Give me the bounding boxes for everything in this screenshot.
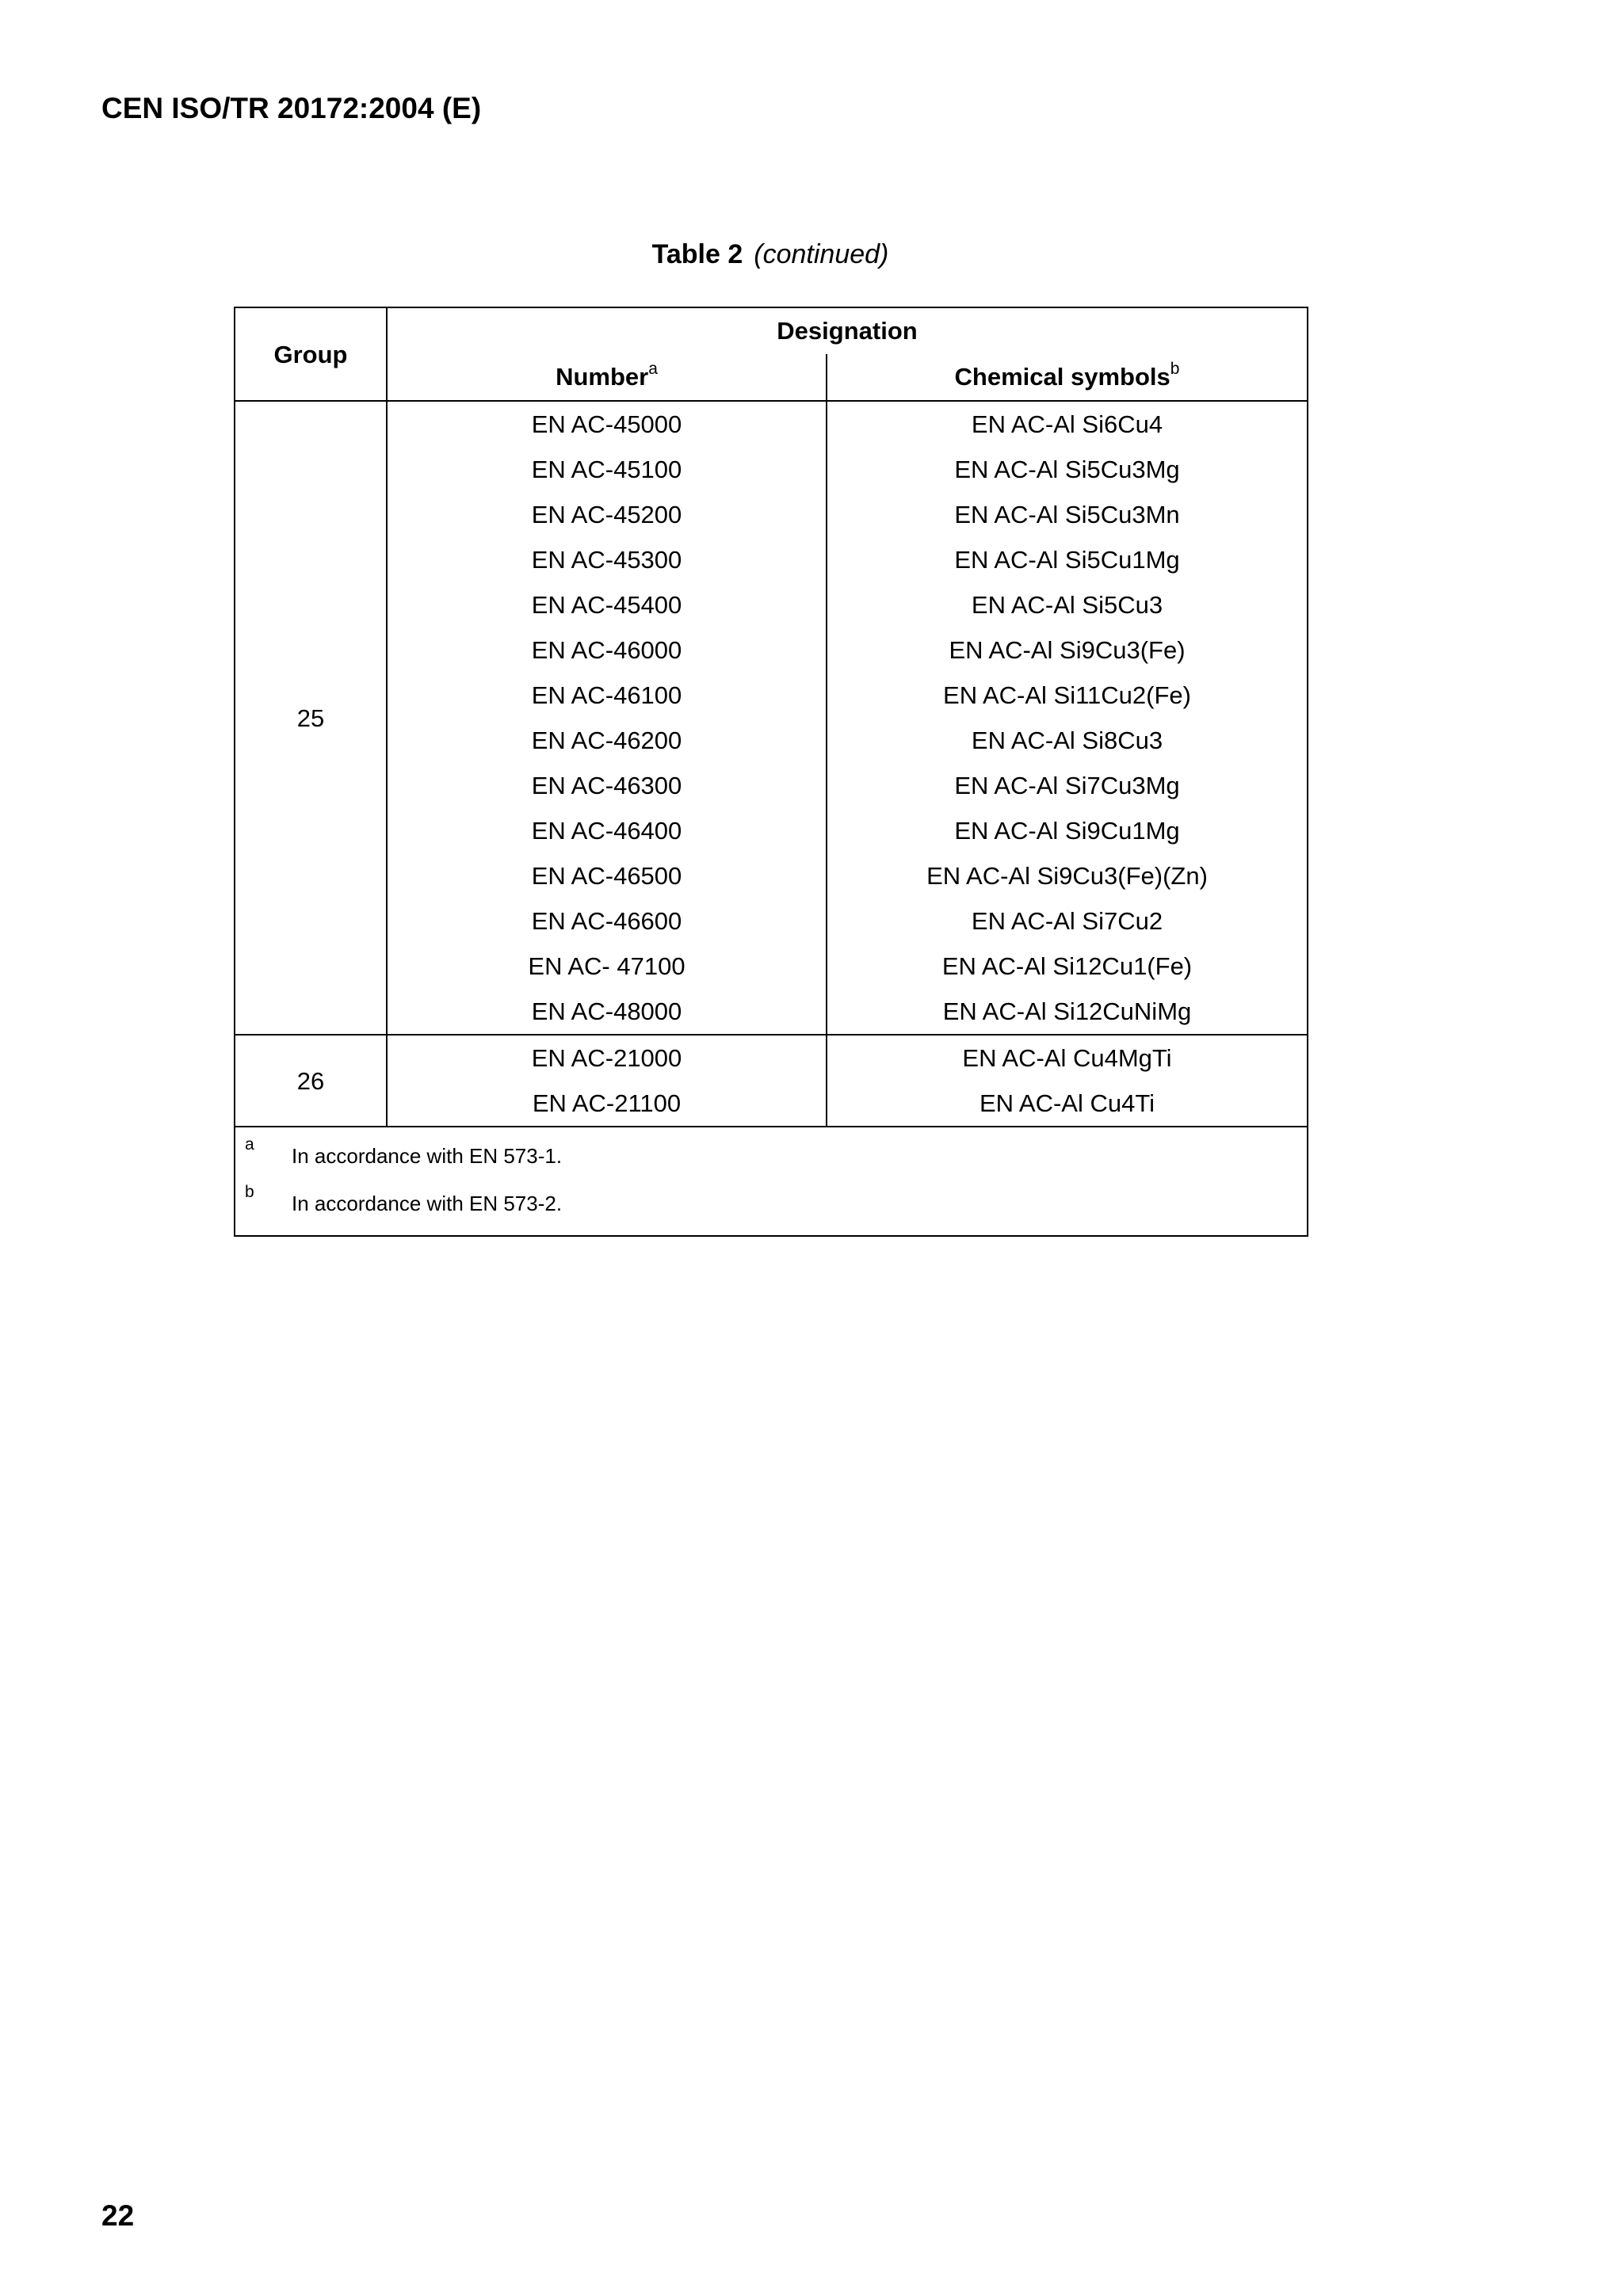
chemical-footnote-mark: b: [1170, 359, 1180, 378]
chemical-symbol-cell: EN AC-Al Si9Cu3(Fe)(Zn): [827, 853, 1308, 898]
chemical-symbol-cell: EN AC-Al Cu4Ti: [827, 1081, 1308, 1127]
designation-header: Designation: [387, 307, 1308, 354]
table-row: [235, 898, 1308, 944]
number-header-label: Number: [556, 363, 649, 391]
table-continued-label: (continued): [754, 239, 889, 269]
table-row: [235, 627, 1308, 673]
number-cell: EN AC-46100: [387, 673, 827, 718]
table-row: [235, 944, 1308, 989]
chemical-symbol-cell: EN AC-Al Si7Cu3Mg: [827, 763, 1308, 808]
number-cell: EN AC-45300: [387, 537, 827, 582]
chemical-symbol-cell: EN AC-Al Si8Cu3: [827, 718, 1308, 763]
number-cell: EN AC- 47100: [387, 944, 827, 989]
number-cell: EN AC-48000: [387, 989, 827, 1035]
number-cell: EN AC-21000: [387, 1035, 827, 1081]
footnote-a: [235, 1132, 1307, 1180]
footnote-b: [235, 1180, 1307, 1227]
table-row: [235, 1081, 1308, 1127]
chemical-symbols-header: [827, 354, 1308, 401]
alloy-designation-table: [234, 307, 1308, 1237]
number-cell: EN AC-46600: [387, 898, 827, 944]
group-header: Group: [235, 307, 387, 401]
chemical-symbol-cell: EN AC-Al Si11Cu2(Fe): [827, 673, 1308, 718]
number-cell: EN AC-46300: [387, 763, 827, 808]
table-row: [235, 763, 1308, 808]
table-row: [235, 989, 1308, 1035]
chemical-symbol-cell: EN AC-Al Si5Cu3: [827, 582, 1308, 627]
footnote-text: In accordance with EN 573-2.: [292, 1192, 563, 1215]
table-row: [235, 582, 1308, 627]
footnote-mark: b: [245, 1183, 254, 1201]
number-cell: EN AC-45000: [387, 401, 827, 447]
chemical-symbol-cell: EN AC-Al Si9Cu1Mg: [827, 808, 1308, 853]
footnote-text: In accordance with EN 573-1.: [292, 1144, 563, 1168]
table-row: [235, 808, 1308, 853]
number-footnote-mark: a: [648, 359, 658, 378]
chemical-symbol-cell: EN AC-Al Si5Cu1Mg: [827, 537, 1308, 582]
chemical-symbol-cell: EN AC-Al Si12CuNiMg: [827, 989, 1308, 1035]
group-cell: 26: [235, 1035, 387, 1127]
number-cell: EN AC-21100: [387, 1081, 827, 1127]
table-row: [235, 492, 1308, 537]
table-row: [235, 718, 1308, 763]
chemical-symbol-cell: EN AC-Al Si7Cu2: [827, 898, 1308, 944]
table-row: [235, 673, 1308, 718]
table-row: [235, 853, 1308, 898]
table-footnotes: [235, 1127, 1308, 1236]
chemical-symbol-cell: EN AC-Al Si5Cu3Mn: [827, 492, 1308, 537]
number-cell: EN AC-46500: [387, 853, 827, 898]
chemical-symbol-cell: EN AC-Al Si9Cu3(Fe): [827, 627, 1308, 673]
number-header: [387, 354, 827, 401]
table-row: [235, 447, 1308, 492]
footnote-mark: a: [245, 1135, 254, 1154]
document-header: CEN ISO/TR 20172:2004 (E): [101, 92, 482, 124]
number-cell: EN AC-46400: [387, 808, 827, 853]
number-cell: EN AC-45400: [387, 582, 827, 627]
chemical-symbol-cell: EN AC-Al Si5Cu3Mg: [827, 447, 1308, 492]
number-cell: EN AC-45100: [387, 447, 827, 492]
chemical-symbol-cell: EN AC-Al Si12Cu1(Fe): [827, 944, 1308, 989]
number-cell: EN AC-46200: [387, 718, 827, 763]
page-number: 22: [101, 2199, 135, 2232]
chemical-symbol-cell: EN AC-Al Cu4MgTi: [827, 1035, 1308, 1081]
chemical-symbol-cell: EN AC-Al Si6Cu4: [827, 401, 1308, 447]
number-cell: EN AC-45200: [387, 492, 827, 537]
table-title: Table 2: [651, 239, 743, 269]
table-row: [235, 401, 1308, 447]
table-row: [235, 537, 1308, 582]
table-row: [235, 1035, 1308, 1081]
table-body: [235, 401, 1308, 1127]
table-caption: [234, 239, 1307, 270]
chemical-symbols-header-label: Chemical symbols: [954, 363, 1170, 391]
group-cell: 25: [235, 401, 387, 1035]
number-cell: EN AC-46000: [387, 627, 827, 673]
